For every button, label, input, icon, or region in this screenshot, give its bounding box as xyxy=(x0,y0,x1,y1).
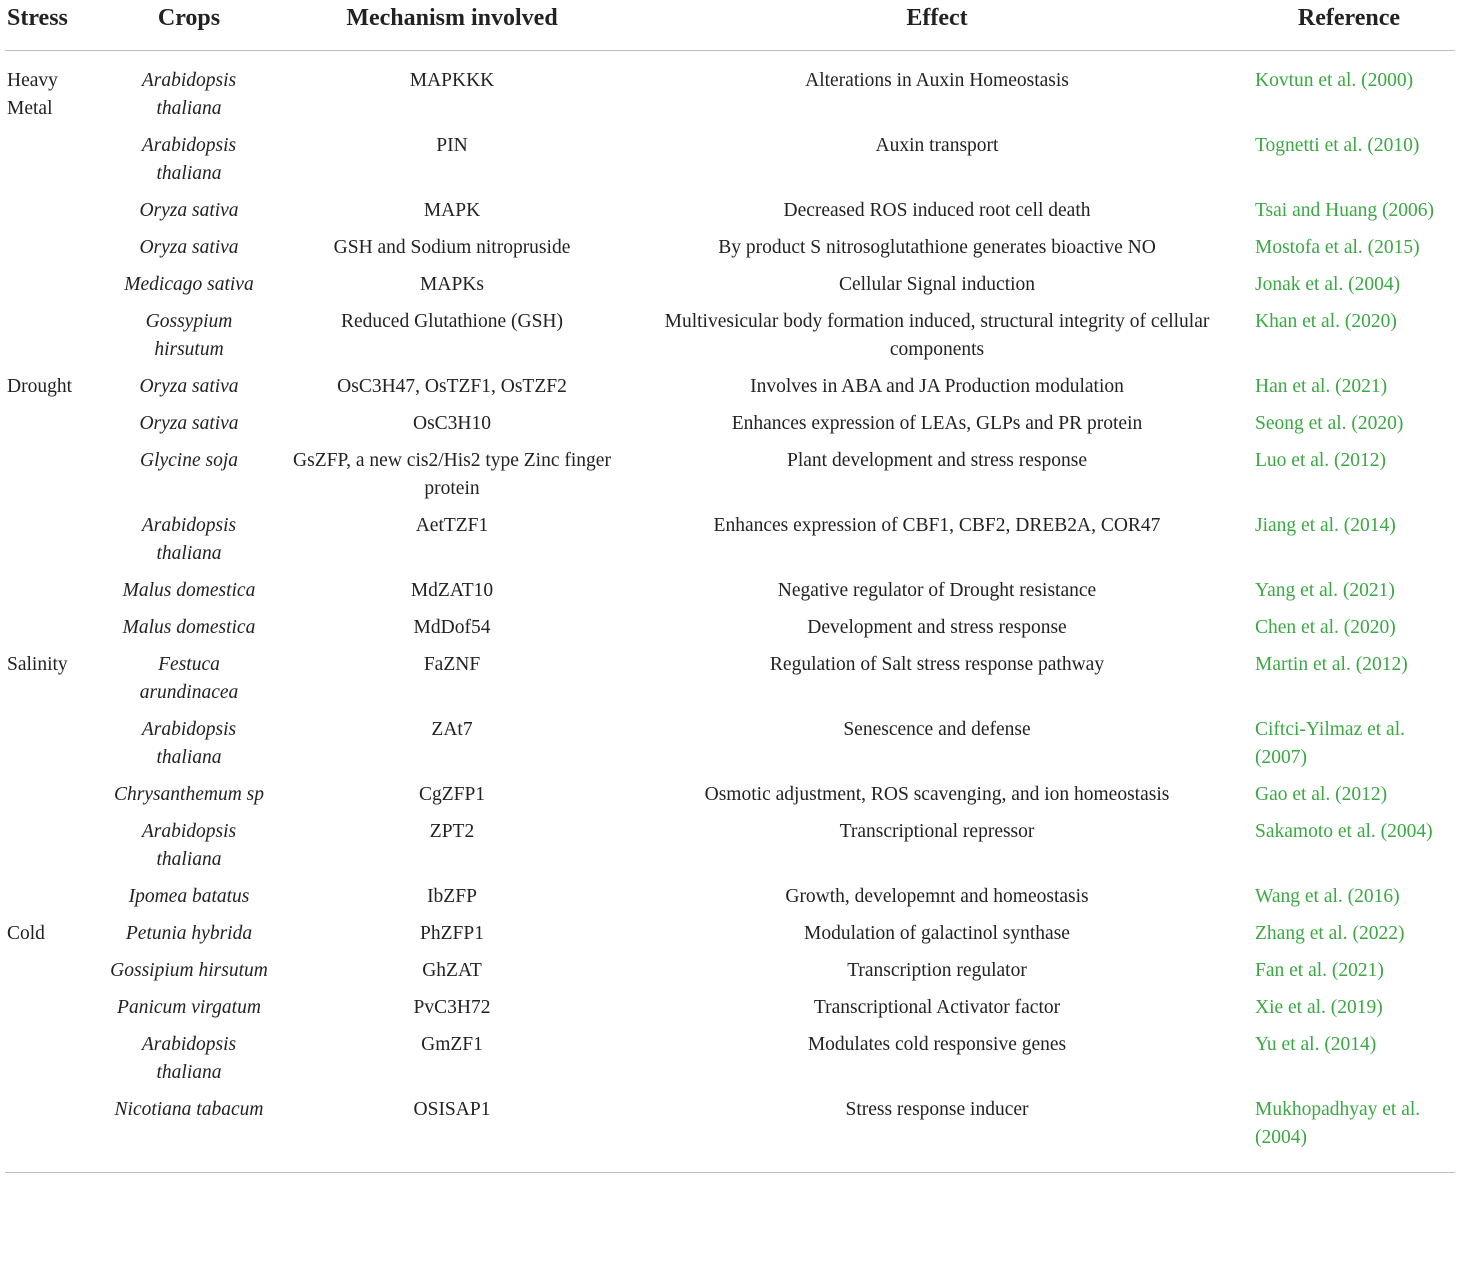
table-row xyxy=(5,818,1455,883)
reference-link[interactable]: Martin et al. (2012) xyxy=(1255,654,1408,675)
cell-crop: Festuca arundinacea xyxy=(139,654,239,703)
reference-link[interactable]: Gao et al. (2012) xyxy=(1255,784,1388,805)
cell-mechanism: ZAt7 xyxy=(431,719,473,740)
cell-crop: Arabidopsis thaliana xyxy=(141,1034,237,1083)
cell-mechanism: MAPK xyxy=(423,200,481,221)
cell-mechanism: MAPKs xyxy=(420,274,484,295)
cell-stress xyxy=(5,512,105,577)
reference-link[interactable]: Zhang et al. (2022) xyxy=(1255,923,1405,944)
cell-stress: Heavy Metal xyxy=(7,70,58,119)
cell-crop: Malus domestica xyxy=(122,580,256,601)
table-row xyxy=(5,651,1455,716)
reference-link[interactable]: Mostofa et al. (2015) xyxy=(1255,237,1420,258)
table-row xyxy=(5,447,1455,512)
table-row xyxy=(5,614,1455,651)
table-row xyxy=(5,197,1455,234)
cell-stress: Drought xyxy=(7,376,72,397)
table-row xyxy=(5,271,1455,308)
cell-effect: Plant development and stress response xyxy=(786,450,1088,471)
cell-mechanism: Reduced Glutathione (GSH) xyxy=(340,311,564,332)
reference-link[interactable]: Kovtun et al. (2000) xyxy=(1255,70,1414,91)
table-bottom-rule xyxy=(5,1172,1455,1173)
table-row xyxy=(5,308,1455,373)
table-row xyxy=(5,410,1455,447)
table-row xyxy=(5,51,1455,133)
header-reference: Reference xyxy=(1243,0,1455,51)
cell-stress: Salinity xyxy=(7,654,68,675)
cell-stress xyxy=(5,883,105,920)
reference-link[interactable]: Chen et al. (2020) xyxy=(1255,617,1396,638)
header-row xyxy=(5,0,1455,51)
cell-stress xyxy=(5,994,105,1031)
reference-link[interactable]: Tognetti et al. (2010) xyxy=(1255,135,1420,156)
cell-crop: Arabidopsis thaliana xyxy=(141,719,237,768)
reference-link[interactable]: Khan et al. (2020) xyxy=(1255,311,1397,332)
cell-mechanism: OSISAP1 xyxy=(413,1099,491,1120)
cell-crop: Gossipium hirsutum xyxy=(110,960,268,981)
cell-mechanism: CgZFP1 xyxy=(418,784,486,805)
cell-crop: Malus domestica xyxy=(122,617,256,638)
cell-mechanism: ZPT2 xyxy=(429,821,475,842)
cell-mechanism: MdDof54 xyxy=(413,617,491,638)
cell-mechanism: OsC3H47, OsTZF1, OsTZF2 xyxy=(337,376,567,397)
cell-crop: Nicotiana tabacum xyxy=(114,1099,264,1120)
table-row xyxy=(5,957,1455,994)
cell-stress xyxy=(5,132,105,197)
cell-stress: Cold xyxy=(7,923,45,944)
cell-crop: Oryza sativa xyxy=(139,413,239,434)
cell-effect: Decreased ROS induced root cell death xyxy=(783,200,1091,221)
table-row xyxy=(5,1031,1455,1096)
cell-effect: Transcription regulator xyxy=(847,960,1027,981)
cell-crop: Arabidopsis thaliana xyxy=(141,515,237,564)
cell-mechanism: OsC3H10 xyxy=(412,413,491,434)
cell-stress xyxy=(5,577,105,614)
cell-stress xyxy=(5,957,105,994)
cell-stress xyxy=(5,234,105,271)
table-row xyxy=(5,577,1455,614)
cell-effect: Growth, developemnt and homeostasis xyxy=(785,886,1089,907)
cell-effect: Transcriptional repressor xyxy=(839,821,1035,842)
reference-link[interactable]: Tsai and Huang (2006) xyxy=(1255,200,1434,221)
cell-effect: Osmotic adjustment, ROS scavenging, and ion homeostasis xyxy=(704,784,1170,805)
cell-effect: Transcriptional Activator factor xyxy=(813,997,1061,1018)
table-row xyxy=(5,920,1455,957)
cell-stress xyxy=(5,271,105,308)
reference-link[interactable]: Jiang et al. (2014) xyxy=(1255,515,1396,536)
cell-mechanism: PhZFP1 xyxy=(420,923,484,944)
cell-effect: Involves in ABA and JA Production modulation xyxy=(750,376,1124,397)
cell-effect: Negative regulator of Drought resistance xyxy=(777,580,1097,601)
cell-stress xyxy=(5,197,105,234)
reference-link[interactable]: Mukhopadhyay et al. (2004) xyxy=(1255,1099,1421,1148)
cell-effect: Modulates cold responsive genes xyxy=(807,1034,1067,1055)
cell-stress xyxy=(5,818,105,883)
reference-link[interactable]: Ciftci-Yilmaz et al. (2007) xyxy=(1255,719,1405,768)
table-row xyxy=(5,781,1455,818)
cell-crop: Panicum virgatum xyxy=(117,997,261,1018)
cell-crop: Glycine soja xyxy=(139,450,238,471)
table-row xyxy=(5,132,1455,197)
table-row xyxy=(5,234,1455,271)
cell-stress xyxy=(5,308,105,373)
cell-effect: Modulation of galactinol synthase xyxy=(804,923,1070,944)
header-mechanism: Mechanism involved xyxy=(273,0,631,51)
cell-crop: Arabidopsis thaliana xyxy=(141,821,237,870)
cell-effect: Cellular Signal induction xyxy=(838,274,1036,295)
cell-crop: Oryza sativa xyxy=(139,376,239,397)
table-row xyxy=(5,1096,1455,1172)
cell-stress xyxy=(5,1096,105,1172)
cell-mechanism: AetTZF1 xyxy=(415,515,489,536)
cell-effect: Regulation of Salt stress response pathway xyxy=(769,654,1105,675)
stress-mechanism-table xyxy=(5,0,1455,1172)
table-body xyxy=(5,51,1455,1173)
cell-mechanism: MAPKKK xyxy=(409,70,495,91)
cell-crop: Arabidopsis thaliana xyxy=(141,135,237,184)
cell-stress xyxy=(5,1031,105,1096)
cell-mechanism: GsZFP, a new cis2/His2 type Zinc finger protein xyxy=(293,450,611,499)
cell-effect: Alterations in Auxin Homeostasis xyxy=(805,70,1069,91)
cell-mechanism: FaZNF xyxy=(423,654,481,675)
cell-crop: Arabidopsis thaliana xyxy=(141,70,237,119)
header-stress: Stress xyxy=(5,0,105,51)
cell-mechanism: PvC3H72 xyxy=(413,997,491,1018)
cell-effect: Senescence and defense xyxy=(843,719,1031,740)
table-row xyxy=(5,883,1455,920)
cell-crop: Ipomea batatus xyxy=(128,886,250,907)
cell-effect: Multivesicular body formation induced, structural integrity of cellular components xyxy=(664,311,1210,360)
cell-mechanism: GhZAT xyxy=(422,960,482,981)
reference-link[interactable]: Sakamoto et al. (2004) xyxy=(1255,821,1433,842)
cell-stress xyxy=(5,614,105,651)
table-row xyxy=(5,512,1455,577)
reference-link[interactable]: Jonak et al. (2004) xyxy=(1255,274,1401,295)
cell-stress xyxy=(5,781,105,818)
table-row xyxy=(5,716,1455,781)
cell-crop: Medicago sativa xyxy=(124,274,254,295)
cell-crop: Oryza sativa xyxy=(139,200,239,221)
reference-link[interactable]: Xie et al. (2019) xyxy=(1255,997,1383,1018)
cell-crop: Petunia hybrida xyxy=(125,923,253,944)
cell-stress xyxy=(5,447,105,512)
reference-link[interactable]: Yang et al. (2021) xyxy=(1255,580,1395,601)
reference-link[interactable]: Seong et al. (2020) xyxy=(1255,413,1404,434)
cell-mechanism: PIN xyxy=(436,135,468,156)
cell-crop: Oryza sativa xyxy=(139,237,239,258)
cell-effect: Development and stress response xyxy=(807,617,1067,638)
cell-mechanism: IbZFP xyxy=(427,886,477,907)
reference-link[interactable]: Han et al. (2021) xyxy=(1255,376,1388,397)
cell-effect: Enhances expression of LEAs, GLPs and PR protein xyxy=(731,413,1143,434)
cell-crop: Gossypium hirsutum xyxy=(145,311,233,360)
cell-stress xyxy=(5,410,105,447)
table-row xyxy=(5,994,1455,1031)
reference-link[interactable]: Fan et al. (2021) xyxy=(1255,960,1384,981)
cell-mechanism: MdZAT10 xyxy=(410,580,494,601)
cell-mechanism: GSH and Sodium nitropruside xyxy=(333,237,571,258)
cell-effect: Enhances expression of CBF1, CBF2, DREB2A, COR47 xyxy=(713,515,1161,536)
table-header xyxy=(5,0,1455,51)
reference-link[interactable]: Yu et al. (2014) xyxy=(1255,1034,1377,1055)
cell-mechanism: GmZF1 xyxy=(421,1034,483,1055)
reference-link[interactable]: Luo et al. (2012) xyxy=(1255,450,1387,471)
header-effect: Effect xyxy=(631,0,1243,51)
header-crops: Crops xyxy=(105,0,273,51)
cell-effect: Stress response inducer xyxy=(845,1099,1029,1120)
cell-effect: Auxin transport xyxy=(875,135,999,156)
cell-effect: By product S nitrosoglutathione generates bioactive NO xyxy=(718,237,1156,258)
table-row xyxy=(5,373,1455,410)
reference-link[interactable]: Wang et al. (2016) xyxy=(1255,886,1400,907)
cell-stress xyxy=(5,716,105,781)
cell-crop: Chrysanthemum sp xyxy=(113,784,265,805)
